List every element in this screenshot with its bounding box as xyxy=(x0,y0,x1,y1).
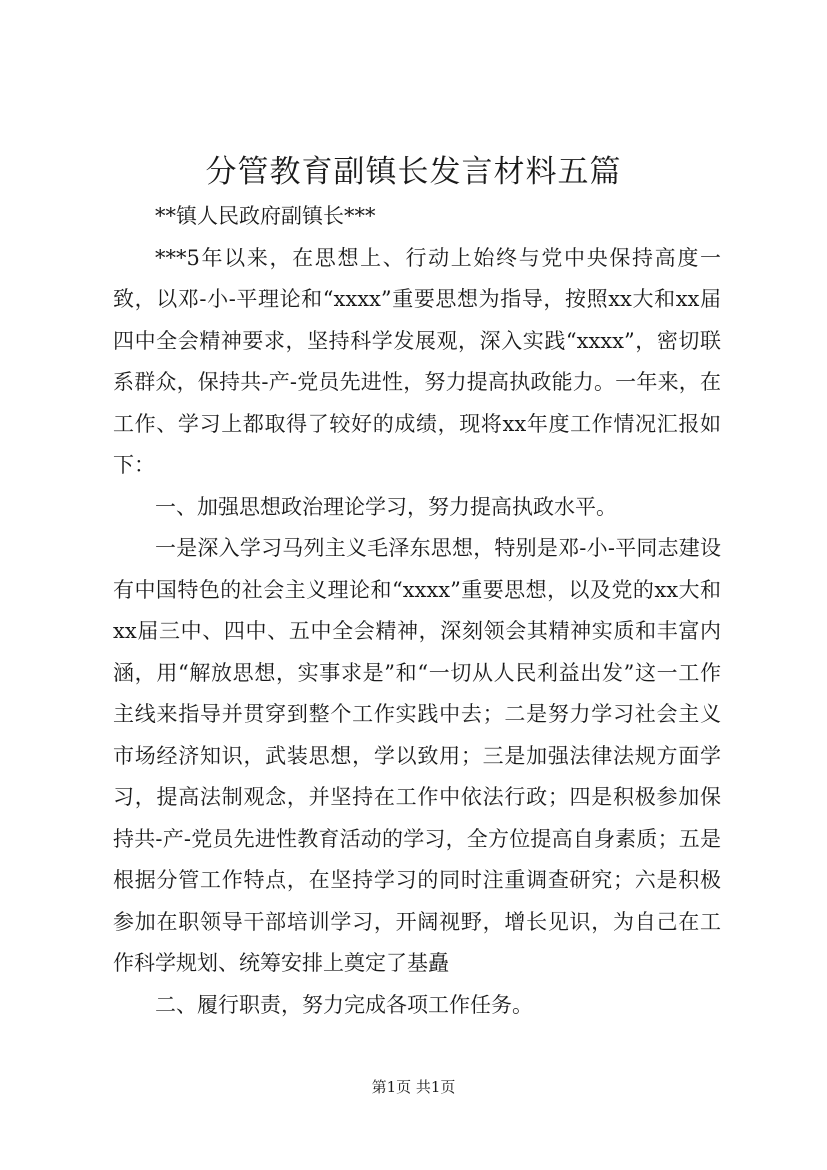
section-heading-2: 二、履行职责，努力完成各项工作任务。 xyxy=(155,992,533,1017)
intro-paragraph: ***5年以来，在思想上、行动上始终与党中央保持高度一致，以邓-小-平理论和“xxxx”重要思想为指导，按照xx大和xx届四中全会精神要求，坚持科学发展观，深入实践“xxxx”，密切联系群众，保持共-产-党员先进性，努力提高执政能力。一年来，在工作、学习上都取得了较好的成绩，现将xx年度工作情况汇报如下： xyxy=(113,245,721,477)
section-1-paragraph: 一是深入学习马列主义毛泽东思想，特别是邓-小-平同志建设有中国特色的社会主义理论和“xxxx”重要思想，以及党的xx大和xx届三中、四中、五中全会精神，深刻领会其精神实质和丰富内涵，用“解放思想，实事求是”和“一切从人民利益出发”这一工作主线来指导并贯穿到整个工作实践中去；二是努力学习社会主义市场经济知识，武装思想，学以致用；三是加强法律法规方面学习，提高法制观念，并坚持在工作中依法行政；四是积极参加保持共-产-党员先进性教育活动的学习，全方位提高自身素质；五是根据分管工作特点，在坚持学习的同时注重调查研究；六是积极参加在职领导干部培训学习，开阔视野，增长见识，为自己在工作科学规划、统筹安排上奠定了基矗 xyxy=(113,536,721,975)
page-footer: 第1页 共1页 xyxy=(371,1078,456,1096)
section-heading-1: 一、加强思想政治理论学习，努力提高执政水平。 xyxy=(155,494,617,519)
document-title: 分管教育副镇长发言材料五篇 xyxy=(205,154,622,190)
author-line: **镇人民政府副镇长*** xyxy=(155,204,376,228)
document-body xyxy=(113,196,721,1026)
